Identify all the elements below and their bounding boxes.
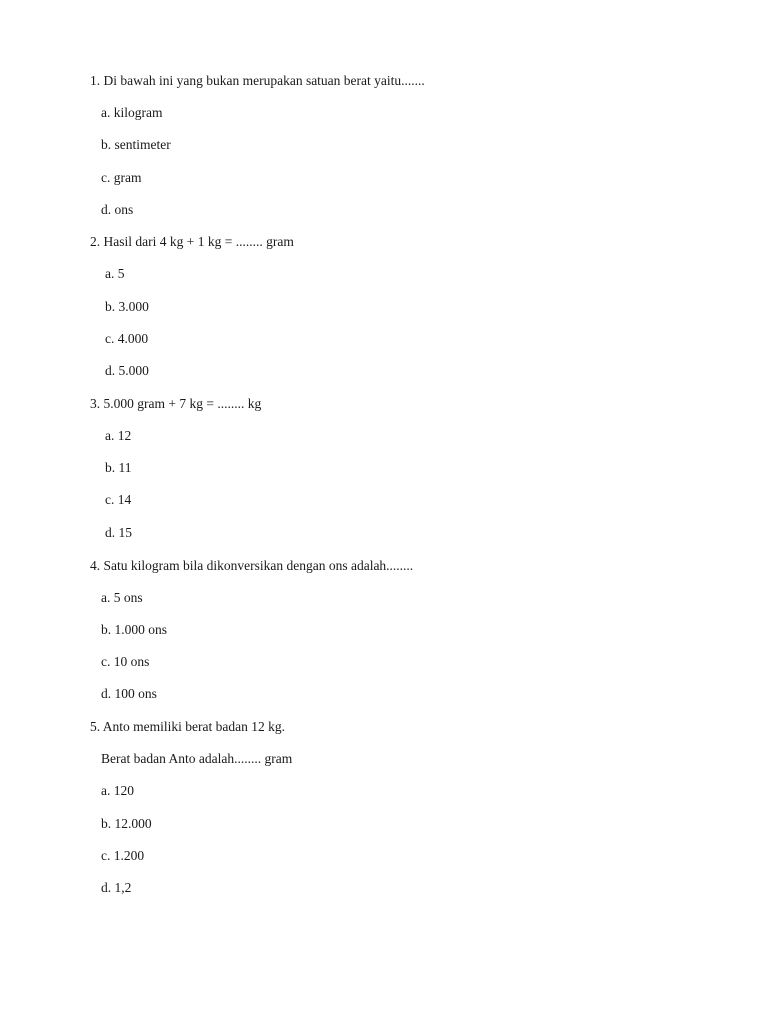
question-3-text: 3. 5.000 gram + 7 kg = ........ kg [90, 396, 262, 411]
question-5-subtext: Berat badan Anto adalah........ gram [101, 751, 293, 766]
question-2-option-b: b. 3.000 [105, 299, 149, 314]
question-1-option-b: b. sentimeter [101, 137, 171, 152]
question-1-text: 1. Di bawah ini yang bukan merupakan satuan berat yaitu....... [90, 73, 425, 88]
question-4-option-a: a. 5 ons [101, 590, 143, 605]
question-2-option-a: a. 5 [105, 266, 125, 281]
question-4-option-c: c. 10 ons [101, 654, 150, 669]
question-3-option-c: c. 14 [105, 492, 132, 507]
question-5-option-d: d. 1,2 [101, 880, 132, 895]
question-3-option-b: b. 11 [105, 460, 132, 475]
question-4-option-b: b. 1.000 ons [101, 622, 168, 637]
question-5-option-a: a. 120 [101, 783, 134, 798]
question-5-option-c: c. 1.200 [101, 848, 145, 863]
question-5-text: 5. Anto memiliki berat badan 12 kg. [90, 719, 285, 734]
question-2-option-c: c. 4.000 [105, 331, 149, 346]
question-3-option-d: d. 15 [105, 525, 132, 540]
question-1-option-a: a. kilogram [101, 105, 163, 120]
question-4-option-d: d. 100 ons [101, 686, 157, 701]
question-1-option-c: c. gram [101, 170, 142, 185]
question-4-text: 4. Satu kilogram bila dikonversikan dengan ons adalah........ [90, 558, 414, 573]
question-2-text: 2. Hasil dari 4 kg + 1 kg = ........ gram [90, 234, 294, 249]
question-2-option-d: d. 5.000 [105, 363, 149, 378]
question-3-option-a: a. 12 [105, 428, 132, 443]
question-1-option-d: d. ons [101, 202, 134, 217]
question-5-option-b: b. 12.000 [101, 816, 152, 831]
